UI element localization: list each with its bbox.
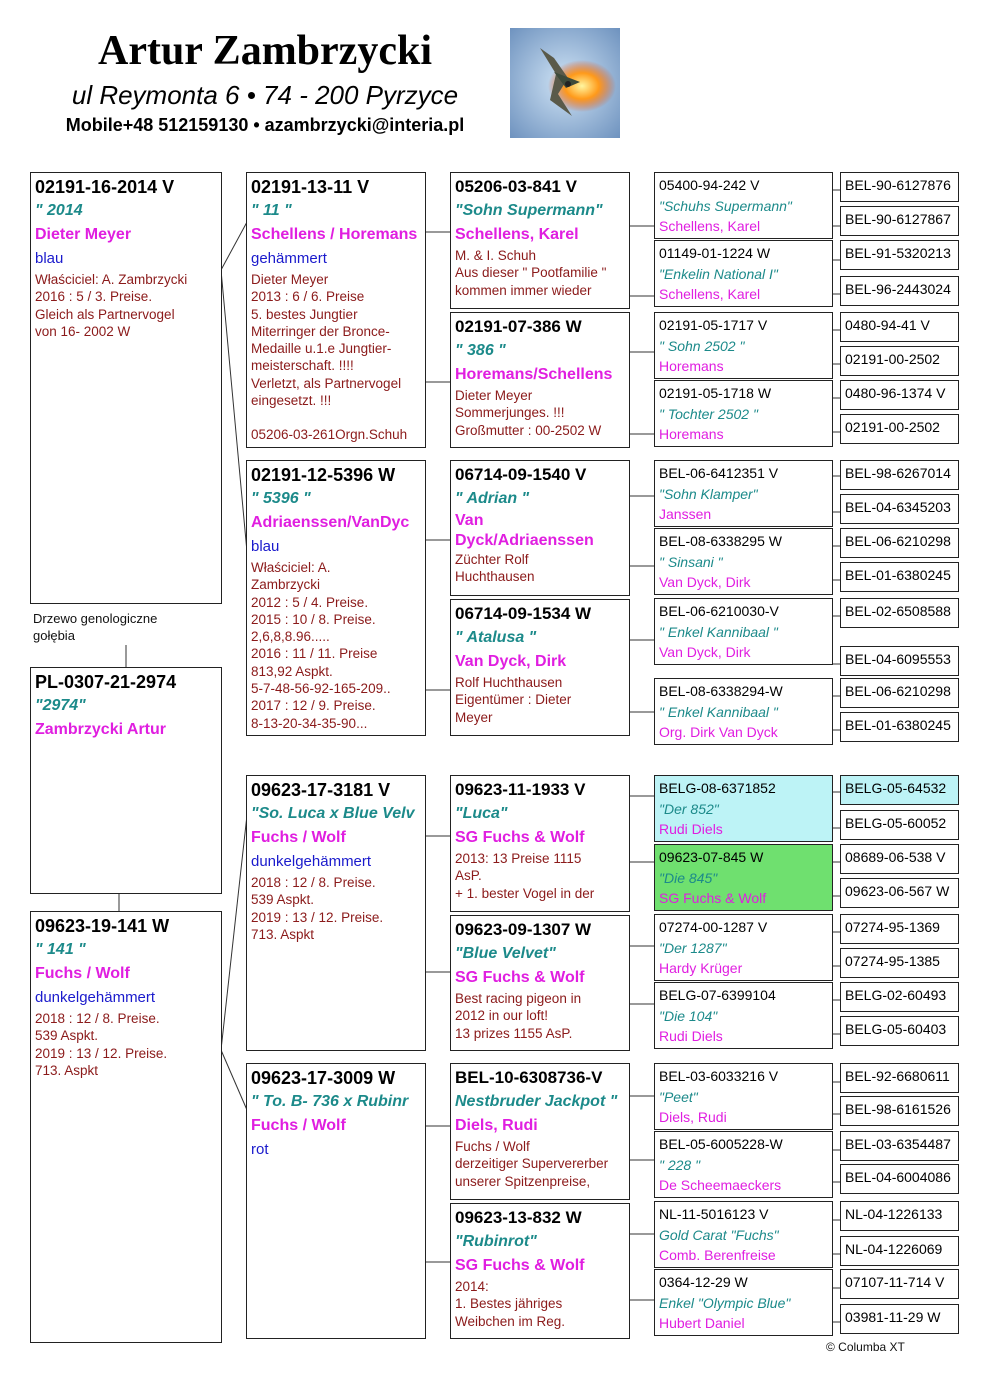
gen5-ring: BEL-98-6161526 [845,1101,951,1117]
gen4-name: "Der 1287" [659,939,727,956]
gen2-card[interactable] [246,1063,426,1339]
gen4-card[interactable] [654,528,833,595]
gen4-name: "Der 852" [659,800,719,817]
gen4-name: Enkel "Olympic Blue" [659,1294,791,1311]
gen5-card[interactable] [840,240,959,270]
gen4-breeder: De Scheemaeckers [659,1177,782,1193]
gen4-ring: 02191-05-1718 W [659,385,772,401]
dam-card[interactable] [30,911,222,1343]
dam-ring: 09623-19-141 W [35,916,170,936]
gen5-card[interactable] [840,914,959,944]
gen2-color: dunkelgehämmert [251,853,372,870]
gen3-breeder: SG Fuchs & Wolf [455,969,585,986]
gen4-card[interactable] [654,240,833,307]
gen5-ring: BEL-92-6680611 [845,1068,950,1084]
gen4-ring: NL-11-5016123 V [659,1206,769,1222]
gen4-breeder: Comb. Berenfreise [659,1247,776,1263]
gen2-breeder: Fuchs / Wolf [251,1117,346,1134]
gen4-name: " Sinsani " [659,553,723,570]
gen4-breeder: Van Dyck, Dirk [659,574,751,590]
breeder-address: ul Reymonta 6 • 74 - 200 Pyrzyce [71,80,459,110]
gen2-name: " 11 " [251,202,292,219]
gen5-card[interactable] [840,1164,959,1194]
gen5-card[interactable] [840,460,959,490]
gen5-ring: 03981-11-29 W [845,1309,941,1325]
gen3-breeder: SG Fuchs & Wolf [455,829,585,846]
gen5-ring: 0480-96-1374 V [845,385,946,401]
gen5-ring: BEL-04-6095553 [845,651,951,667]
sire-card[interactable] [30,172,222,604]
gen5-card[interactable] [840,562,959,592]
gen2-ring: 09623-17-3181 V [251,780,391,800]
gen3-ring: 06714-09-1534 W [455,604,592,623]
sire-breeder: Dieter Meyer [35,226,132,243]
gen3-breeder: Van Dyck, Dirk [455,653,567,670]
gen4-ring: BEL-06-6210030-V [659,603,779,619]
gen3-card[interactable] [450,915,630,1051]
sire-notes: Właściciel: A. Zambrzycki 2016 : 5 / 3. Preise. Gleich als Partnervogel von 16- 2002 W [35,272,188,339]
subject-ring: PL-0307-21-2974 [35,672,177,692]
gen3-card[interactable] [450,1063,630,1200]
gen5-ring: BEL-98-6267014 [845,465,951,481]
gen3-name: " 386 " [455,342,506,359]
gen2-ring: 09623-17-3009 W [251,1068,396,1088]
gen5-ring: 07107-11-714 V [845,1274,945,1290]
gen5-ring: 02191-00-2502 [845,351,940,367]
gen4-name: "Sohn Klamper" [659,485,758,502]
gen4-name: "Enkelin National I" [659,265,778,282]
gen5-card[interactable] [840,1063,959,1093]
gen4-breeder: Horemans [659,426,724,442]
gen2-notes: 2018 : 12 / 8. Preise. 539 Aspkt. 2019 : 13 / 12. Preise. 713. Aspkt [251,875,384,942]
gen4-ring: BEL-03-6033216 V [659,1068,779,1084]
gen4-card[interactable] [654,775,833,842]
subject-name: "2974" [35,697,86,714]
gen5-ring: NL-04-1226069 [845,1241,943,1257]
gen4-name: Gold Carat "Fuchs" [659,1226,779,1243]
gen4-name: " Sohn 2502 " [659,337,745,354]
gen5-ring: BEL-04-6004086 [845,1169,951,1185]
dam-color: dunkelgehämmert [35,989,156,1006]
gen4-breeder: Hubert Daniel [659,1315,745,1331]
subject-card[interactable] [30,667,222,894]
gen4-card[interactable] [654,982,833,1049]
gen4-card[interactable] [654,1269,833,1336]
gen3-breeder: Diels, Rudi [455,1117,538,1134]
gen3-notes: Best racing pigeon in 2012 in our loft! 13 prizes 1155 AsP. [455,991,582,1041]
copyright: © Columba XT [826,1340,905,1354]
breeder-name: Artur Zambrzycki [97,28,432,74]
gen4-card[interactable] [654,678,833,745]
gen3-ring: 05206-03-841 V [455,177,577,196]
gen3-ring: 09623-09-1307 W [455,920,592,939]
dam-breeder: Fuchs / Wolf [35,965,130,982]
gen4-name: " Enkel Kannibaal " [659,623,778,640]
breeder-contact: Mobile+48 512159130 • azambrzycki@interia.pl [65,115,465,135]
gen5-card[interactable] [840,380,959,410]
gen4-card[interactable] [654,844,833,911]
gen5-card[interactable] [840,948,959,978]
gen5-card[interactable] [840,1269,959,1299]
gen2-name: "So. Luca x Blue Velv [251,805,415,822]
gen5-ring: BEL-06-6210298 [845,683,951,699]
gen5-card[interactable] [840,982,959,1012]
gen5-ring: 07274-95-1369 [845,919,940,935]
gen4-ring: BEL-08-6338295 W [659,533,782,549]
gen4-breeder: SG Fuchs & Wolf [659,890,767,906]
gen5-ring: BEL-01-6380245 [845,717,951,733]
sire-ring: 02191-16-2014 V [35,177,175,197]
gen3-card[interactable] [450,172,630,309]
gen4-name: " Tochter 2502 " [659,405,758,422]
gen2-breeder: Schellens / Horemans [251,226,418,243]
gen3-notes: 2013: 13 Preise 1115 AsP. + 1. bester Vogel in der [455,851,595,901]
gen4-card[interactable] [654,1131,833,1198]
gen3-card[interactable] [450,1203,630,1339]
gen5-ring: BEL-04-6345203 [845,499,951,515]
gen5-ring: BEL-03-6354487 [845,1136,951,1152]
sire-color: blau [35,250,64,267]
gen5-ring: 0480-94-41 V [845,317,930,333]
gen2-notes: Właściciel: A. Zambrzycki 2012 : 5 / 4. Preise. 2015 : 10 / 8. Preise. 2,6,8,8.96..... 2016 : 11 / 11. Preise 813,92 Aspkt. 5-7-48-56-92-165-209.. 2017 : 12 / 9. Preise. 8-13-20-34-35-90... [251,560,391,731]
gen4-name: "Schuhs Supermann" [659,197,792,214]
gen2-name: " To. B- 736 x Rubinr [251,1093,409,1110]
gen3-notes: Züchter Rolf Huchthausen [455,552,535,585]
gen3-card[interactable] [450,460,630,596]
gen3-name: " Atalusa " [455,629,537,646]
gen3-breeder: SG Fuchs & Wolf [455,1257,585,1274]
gen2-name: " 5396 " [251,490,311,507]
gen5-ring: BELG-05-64532 [845,780,947,796]
gen5-ring: 09623-06-567 W [845,883,950,899]
dam-name: " 141 " [35,941,86,958]
gen4-name: " 228 " [659,1156,701,1173]
gen5-ring: BELG-05-60403 [845,1021,947,1037]
gen4-name: "Peet" [659,1088,698,1105]
gen5-ring: BEL-02-6508588 [845,603,951,619]
gen5-ring: NL-04-1226133 [845,1206,943,1222]
gen5-card[interactable] [840,528,959,558]
gen4-breeder: Janssen [659,506,712,522]
gen5-card[interactable] [840,1096,959,1126]
gen2-color: blau [251,538,280,555]
gen4-breeder: Schellens, Karel [659,218,761,234]
gen3-ring: 02191-07-386 W [455,317,582,336]
gen2-notes: Dieter Meyer 2013 : 6 / 6. Preise 5. bestes Jungtier Miterringer der Bronce- Medaille u.1.e Jungtier- meisterschaft. !!!! Verletzt, als Partnervogel eingesetzt. !!! 05206-03-261Orgn.Schuh [251,272,408,443]
gen5-card[interactable] [840,712,959,742]
gen5-card[interactable] [840,646,959,676]
gen5-ring: 07274-95-1385 [845,953,940,969]
gen5-card[interactable] [840,844,959,874]
gen5-card[interactable] [840,678,959,708]
gen2-breeder: Adriaenssen/VanDyc [251,514,410,531]
gen4-breeder: Hardy Krüger [659,960,743,976]
gen3-name: "Sohn Supermann" [455,202,603,219]
gen2-color: gehämmert [251,250,327,267]
gen4-ring: BELG-07-6399104 [659,987,776,1003]
gen5-ring: 08689-06-538 V [845,849,946,865]
gen4-breeder: Org. Dirk Van Dyck [659,724,778,740]
gen5-ring: BEL-06-6210298 [845,533,951,549]
gen3-ring: 06714-09-1540 V [455,465,587,484]
gen3-name: "Blue Velvet" [455,945,556,962]
gen3-name: Nestbruder Jackpot " [455,1093,618,1110]
gen4-name: "Die 104" [659,1007,718,1024]
gen5-card[interactable] [840,1131,959,1161]
gen4-card[interactable] [654,380,833,447]
gen4-card[interactable] [654,460,833,527]
gen2-ring: 02191-12-5396 W [251,465,396,485]
gen4-breeder: Diels, Rudi [659,1109,727,1125]
gen4-breeder: Van Dyck, Dirk [659,644,751,660]
gen3-card[interactable] [450,312,630,448]
gen3-ring: BEL-10-6308736-V [455,1068,603,1087]
gen3-name: "Luca" [455,805,508,822]
gen5-card[interactable] [840,1304,959,1334]
gen5-card[interactable] [840,1201,959,1231]
gen5-ring: BELG-02-60493 [845,987,947,1003]
sire-name: " 2014 [35,202,83,219]
gen4-ring: BELG-08-6371852 [659,780,776,796]
gen3-ring: 09623-11-1933 V [455,780,586,799]
dam-notes: 2018 : 12 / 8. Preise. 539 Aspkt. 2019 : 13 / 12. Preise. 713. Aspkt [35,1011,168,1078]
gen5-card[interactable] [840,414,959,444]
gen5-card[interactable] [840,276,959,306]
gen2-card[interactable] [246,172,426,448]
gen2-ring: 02191-13-11 V [251,177,370,197]
gen3-notes: 2014: 1. Bestes jähriges Weibchen im Reg. [455,1279,566,1329]
gen4-ring: BEL-05-6005228-W [659,1136,783,1152]
gen4-ring: 09623-07-845 W [659,849,764,865]
gen5-card[interactable] [840,1236,959,1266]
gen3-notes: M. & I. Schuh Aus dieser " Pootfamilie " kommen immer wieder [455,248,607,298]
gen5-ring: BEL-91-5320213 [845,245,951,261]
gen3-name: " Adrian " [455,490,530,507]
gen4-card[interactable] [654,312,833,379]
tree-label: Drzewo genologiczne gołębia [33,611,158,643]
subject-breeder: Zambrzycki Artur [35,721,166,738]
gen4-breeder: Rudi Diels [659,821,723,837]
gen4-name: "Die 845" [659,869,718,886]
gen3-notes: Rolf Huchthausen Eigentümer : Dieter Meyer [455,675,572,725]
gen5-card[interactable] [840,172,959,202]
gen5-ring: BEL-96-2443024 [845,281,951,297]
gen4-card[interactable] [654,598,833,665]
gen5-card[interactable] [840,346,959,376]
gen4-ring: 02191-05-1717 V [659,317,768,333]
gen4-card[interactable] [654,1063,833,1130]
gen4-ring: BEL-06-6412351 V [659,465,779,481]
gen5-card[interactable] [840,312,959,342]
gen4-card[interactable] [654,914,833,981]
gen3-breeder: Schellens, Karel [455,226,579,243]
gen2-card[interactable] [246,460,426,736]
gen3-name: "Rubinrot" [455,1233,537,1250]
gen4-ring: 01149-01-1224 W [659,245,771,261]
gen5-card[interactable] [840,494,959,524]
gen2-color: rot [251,1141,269,1158]
gen5-card[interactable] [840,878,959,908]
gen3-card[interactable] [450,599,630,736]
gen4-name: " Enkel Kannibaal " [659,703,778,720]
gen3-ring: 09623-13-832 W [455,1208,582,1227]
gen3-notes: Dieter Meyer Sommerjunges. !!! Großmutter : 00-2502 W [455,388,602,438]
gen4-ring: 0364-12-29 W [659,1274,748,1290]
gen5-card[interactable] [840,775,959,805]
gen2-breeder: Fuchs / Wolf [251,829,346,846]
gen5-card[interactable] [840,1016,959,1046]
gen3-card[interactable] [450,775,630,912]
gen3-breeder: Horemans/Schellens [455,366,613,383]
gen4-breeder: Rudi Diels [659,1028,723,1044]
gen5-card[interactable] [840,810,959,840]
gen4-breeder: Schellens, Karel [659,286,761,302]
gen4-card[interactable] [654,172,833,239]
gen4-breeder: Horemans [659,358,724,374]
gen5-ring: BELG-05-60052 [845,815,947,831]
gen2-card[interactable] [246,775,426,1051]
gen4-ring: 07274-00-1287 V [659,919,768,935]
gen5-ring: 02191-00-2502 [845,419,940,435]
gen5-ring: BEL-01-6380245 [845,567,951,583]
gen5-ring: BEL-90-6127867 [845,211,951,227]
gen5-ring: BEL-90-6127876 [845,177,951,193]
gen3-notes: Fuchs / Wolf derzeitiger Supervererber unserer Spitzenpreise, [455,1139,609,1189]
gen4-ring: 05400-94-242 V [659,177,760,193]
gen5-card[interactable] [840,598,959,628]
gen5-card[interactable] [840,206,959,236]
gen4-ring: BEL-08-6338294-W [659,683,783,699]
gen3-breeder: Van Dyck/Adriaenssen [455,512,594,549]
gen4-card[interactable] [654,1201,833,1268]
